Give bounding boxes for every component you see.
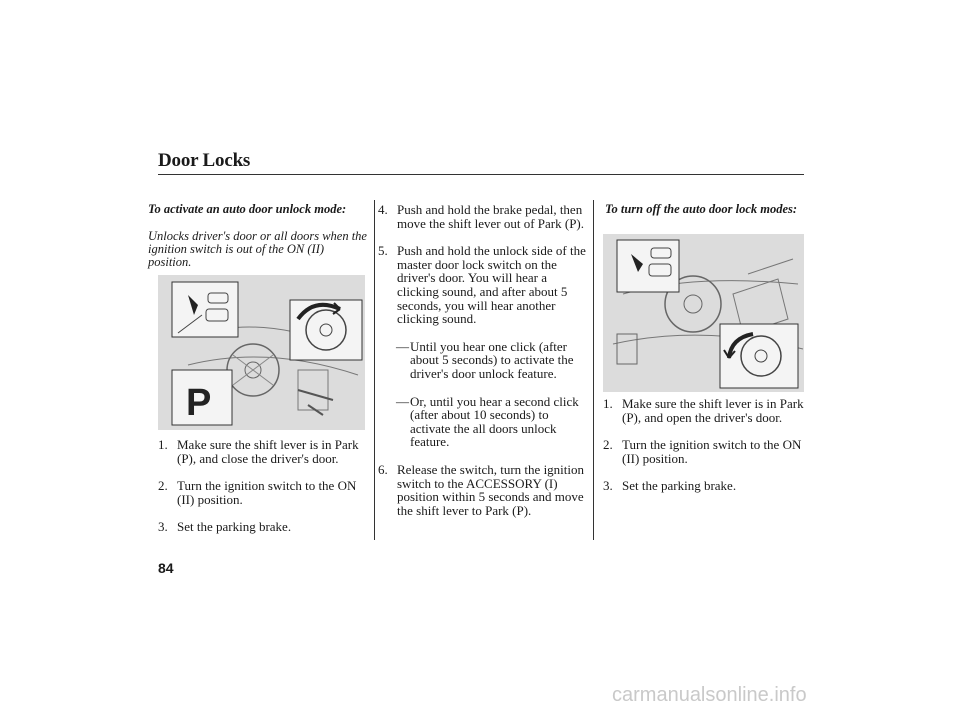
page-title: Door Locks — [158, 150, 251, 171]
list-item: 3. Set the parking brake. — [603, 478, 737, 494]
list-item: 1. Make sure the shift lever is in Park (P), and open the driver's door. — [603, 396, 804, 425]
park-letter: P — [186, 382, 212, 424]
left-subtext: Unlocks driver's door or all doors when the ignition switch is out of the ON (II) position. — [148, 229, 367, 269]
list-item: 4. Push and hold the brake pedal, then move the shift lever out of Park (P). — [378, 202, 585, 231]
list-item: — Until you hear one click (after about 5 seconds) to activate the driver's door unlock feature. — [396, 338, 574, 381]
list-item: 2. Turn the ignition switch to the ON (II) position. — [158, 478, 357, 507]
left-heading: To activate an auto door unlock mode: — [148, 202, 347, 216]
list-item: — Or, until you hear a second click (after about 10 seconds) to activate the all doors unlock feature. — [396, 393, 579, 450]
dashboard-illustration-right — [603, 234, 804, 392]
list-item: 5. Push and hold the unlock side of the master door lock switch on the driver's door. You will hear a clicking sound, and after about 5 seconds, you will hear another clicking sound. — [378, 243, 586, 327]
right-heading: To turn off the auto door lock modes: — [605, 202, 798, 216]
watermark: carmanualsonline.info — [612, 684, 807, 706]
column-divider-left — [374, 200, 375, 540]
page-number: 84 — [158, 560, 174, 576]
middle-steps — [378, 203, 590, 531]
list-item: 1. Make sure the shift lever is in Park (P), and close the driver's door. — [158, 437, 359, 466]
illustration-activate — [158, 275, 365, 430]
list-item: 2. Turn the ignition switch to the ON (II) position. — [603, 437, 802, 466]
list-item: 6. Release the switch, turn the ignition switch to the ACCESSORY (I) position within 5 seconds and move the shift lever to Park (P). — [378, 461, 585, 518]
title-rule — [158, 174, 804, 175]
illustration-turn-off — [603, 234, 804, 392]
dashboard-illustration-left — [158, 275, 365, 430]
column-divider-right — [593, 200, 594, 540]
left-steps — [158, 438, 370, 548]
right-steps — [603, 397, 808, 507]
list-item: 3. Set the parking brake. — [158, 519, 292, 535]
